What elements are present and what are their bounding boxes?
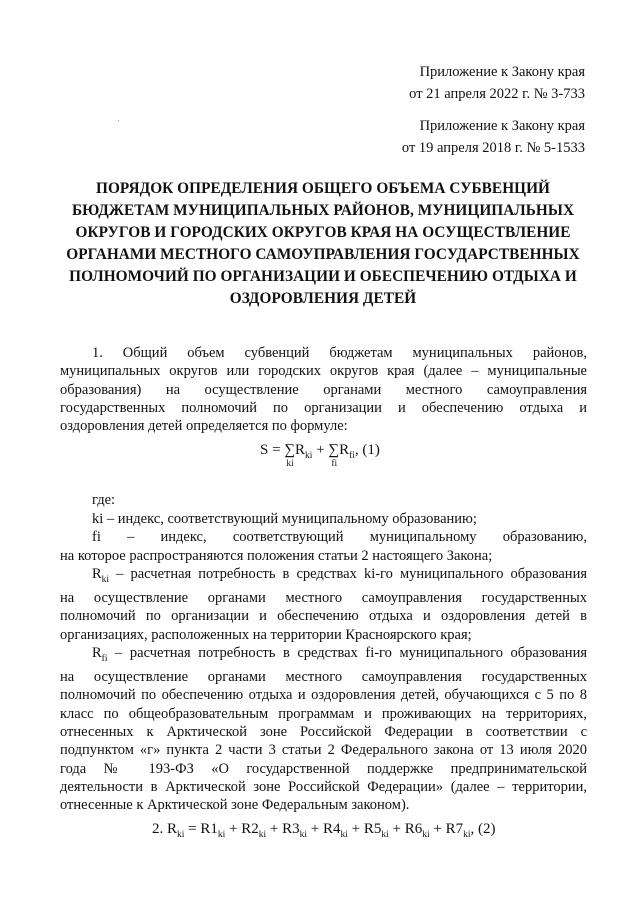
text-line: оздоровления детей определяется по формуле: [60, 418, 348, 435]
sum-fi [328, 442, 355, 469]
title-line: ПОРЯДОК ОПРЕДЕЛЕНИЯ ОБЩЕГО ОБЪЕМА СУБВЕНЦИЙ [96, 180, 550, 197]
formula-term: $R2_{ki}$ [241, 821, 267, 840]
formula-plus: + [347, 821, 364, 837]
document-title [60, 178, 586, 310]
sigma-symbol: ∑ [328, 442, 340, 458]
title-line: БЮДЖЕТАМ МУНИЦИПАЛЬНЫХ РАЙОНОВ, МУНИЦИПАЛЬНЫХ [71, 202, 575, 219]
text-line: на которое распространяются положения статьи 2 настоящего Закона; [60, 547, 493, 564]
formula-plus: + [307, 821, 323, 837]
sum-ki [284, 442, 313, 469]
text-line: 1. Общий объем субвенций бюджетам муниципальных районов, [92, 345, 587, 361]
text-line: полномочий по организации и обеспечению отдыха и оздоровления детей в [60, 608, 587, 625]
formula-equals: = [272, 442, 281, 458]
definition-rki: $R_{ki}$ – расчетная потребность в средствах ki-го муниципального образования [92, 565, 587, 585]
subscript: ki [463, 830, 471, 840]
text-line: класс по общеобразовательным программам и проживающих на территориях, [60, 705, 587, 722]
where-label: где: [92, 492, 116, 508]
appendix-note-current [409, 61, 585, 105]
text-line: на осуществление органами местного самоуправления государственных [60, 669, 587, 686]
subscript: ki [422, 830, 430, 840]
subscript: fi [349, 451, 355, 461]
definition-ki: ki – индекс, соответствующий муниципальному образованию; [92, 511, 477, 527]
title-line: ОЗДОРОВЛЕНИЯ ДЕТЕЙ [229, 290, 417, 307]
formula-number: , (2) [470, 821, 496, 837]
text-line: государственных полномочий по организации и обеспечению отдыха и [60, 399, 587, 416]
r-symbol: R [295, 442, 306, 458]
formula-1 [260, 442, 380, 469]
text-line: года № 193-ФЗ «О государственной поддержке предпринимательской [60, 760, 587, 777]
title-line: ОКРУГОВ И ГОРОДСКИХ ОКРУГОВ КРАЯ НА ОСУЩЕСТВЛЕНИЕ [75, 224, 571, 241]
formula-plus: + [429, 821, 446, 837]
definition-rfi: $R_{fi}$ – расчетная потребность в средствах fi-го муниципального образования [92, 644, 587, 664]
formula-plus: + [388, 821, 405, 837]
text-line: отнесенных к Арктической зоне Российской Федерации в соответствии с [60, 724, 587, 741]
appendix-date: от 19 апреля 2018 г. № 5-1533 [401, 140, 585, 156]
text-line: отнесенные к Арктической зоне Федеральным законом). [60, 797, 410, 814]
paragraph-1 [60, 344, 587, 435]
formula-number: , (1) [354, 442, 380, 458]
definitions [60, 510, 587, 815]
formula-lhs: S [260, 442, 269, 458]
title-line: ОРГАНАМИ МЕСТНОГО САМОУПРАВЛЕНИЯ ГОСУДАРСТВЕННЫХ [66, 246, 580, 263]
formula-prefix: 2. R [152, 821, 178, 837]
appendix-title: Приложение к Закону края [419, 118, 585, 134]
sigma-symbol: ∑ [284, 442, 296, 458]
text-line: образования) на осуществление органами местного самоуправления [60, 381, 587, 398]
formula-term: $R1_{ki}$ [200, 821, 226, 840]
text-line: fi – индекс, соответствующий муниципальному образованию, [92, 529, 587, 546]
r-symbol: R [339, 442, 350, 458]
formula-plus: + [266, 821, 283, 837]
subscript: ki [217, 830, 226, 840]
formula-term: $R6_{ki}$ [404, 821, 430, 840]
appendix-title: Приложение к Закону края [419, 64, 585, 80]
formula-plus: + [316, 442, 325, 458]
text-line: подпунктом «г» пункта 2 части 3 статьи 2 Федерального закона от 13 июля 2020 [60, 742, 587, 759]
subscript: ki [305, 451, 313, 461]
text-line: полномочий по обеспечению отдыха и оздоровления детей, обучающихся с 5 по 8 [60, 687, 587, 704]
sum-index: ki [286, 459, 294, 469]
formula-term: $R5_{ki}$ [363, 821, 389, 840]
formula-term: $R3_{ki}$ [282, 821, 308, 840]
subscript: ki [258, 830, 267, 840]
formula-terms [200, 821, 471, 840]
appendix-date: от 21 апреля 2022 г. № 3-733 [409, 86, 585, 102]
formula-equals: = [184, 821, 201, 837]
appendix-note-original [402, 115, 585, 159]
scan-speck [118, 120, 119, 121]
formula-2 [152, 821, 496, 840]
text-line: деятельности в Арктической зоне Российской Федерации» (далее – территории, [60, 778, 587, 795]
subscript: ki [299, 830, 308, 840]
formula-plus: + [225, 821, 242, 837]
formula-term: $R7_{ki}$ [445, 821, 471, 840]
subscript: ki [381, 830, 389, 840]
sum-index: fi [331, 459, 338, 469]
text-line: муниципальных округов или городских округов края (далее – муниципальные [60, 363, 587, 380]
subscript: ki [177, 830, 185, 840]
subscript: ki [340, 830, 348, 840]
text-line: организациях, расположенных на территории Красноярского края; [60, 626, 472, 643]
text-line: на осуществление органами местного самоуправления государственных [60, 590, 587, 607]
formula-term: $R4_{ki}$ [323, 821, 348, 840]
title-line: ПОЛНОМОЧИЙ ПО ОРГАНИЗАЦИИ И ОБЕСПЕЧЕНИЮ ОТДЫХА И [69, 268, 577, 285]
